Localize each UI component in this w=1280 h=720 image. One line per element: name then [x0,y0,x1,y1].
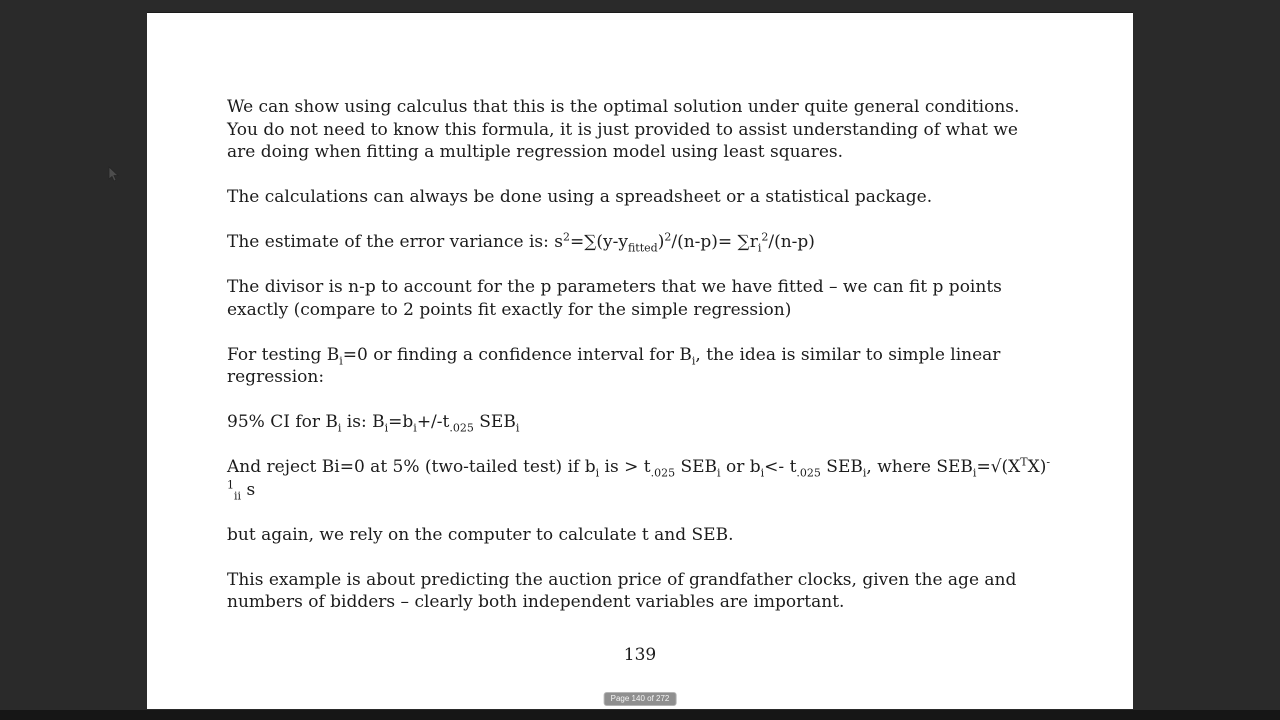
text-line: The divisor is n-p to account for the p parameters that we have fitted – we can fit p points [227,277,1002,297]
text-line: This example is about predicting the auction price of grandfather clocks, given the age and [227,569,1017,590]
paragraph [227,231,1053,254]
paragraph [227,456,1053,501]
paragraph [227,411,1053,434]
text-line: You do not need to know this formula, it is just provided to assist understanding of what we [227,119,1018,140]
text-line: The calculations can always be done using a spreadsheet or a statistical package. [227,187,933,207]
mouse-cursor-icon [108,166,122,184]
bottom-strip [0,710,1280,720]
page-text-content [227,96,1053,636]
text-line: exactly (compare to 2 points fit exactly for the simple regression) [227,299,792,320]
text-line: regression: [227,367,325,387]
page-indicator-badge: Page 140 of 272 [604,692,677,706]
text-line: $^1_{ii}$ s [227,477,256,502]
text-line: The estimate of the error variance is: $s^2=\sum(y-y_{fitted})^2/(n-p)= \sum r_i^2/(n-p)$ [227,230,815,255]
text-line: And reject Bi=0 at 5% (two-tailed test) if $b_i$ is > $t_{.025}$ $SEB_i$ or $b_i<-$ $t_{.025}$ $SEB_i$, where $SEB_i=√(X^TX)^-$ [227,455,1051,480]
paragraph [227,276,1053,321]
document-page [147,12,1133,709]
text-line: 95% CI for $B_i$ is: $B_i=b_i+/-t_{.025}$ $SEB_i$ [227,412,520,435]
text-line: For testing $B_i=0$ or finding a confidence interval for $B_i$, the idea is similar to simple linear [227,344,1001,367]
paragraph [227,96,1053,164]
text-line: but again, we rely on the computer to calculate t and SEB. [227,524,734,545]
text-line: are doing when fitting a multiple regression model using least squares. [227,142,844,162]
paragraph [227,186,1053,209]
paragraph [227,569,1053,614]
paragraph [227,524,1053,547]
text-line: numbers of bidders – clearly both independent variables are important. [227,592,845,612]
page-number: 139 [623,645,657,665]
text-line: We can show using calculus that this is the optimal solution under quite general conditions. [227,97,1020,117]
paragraph [227,344,1053,389]
